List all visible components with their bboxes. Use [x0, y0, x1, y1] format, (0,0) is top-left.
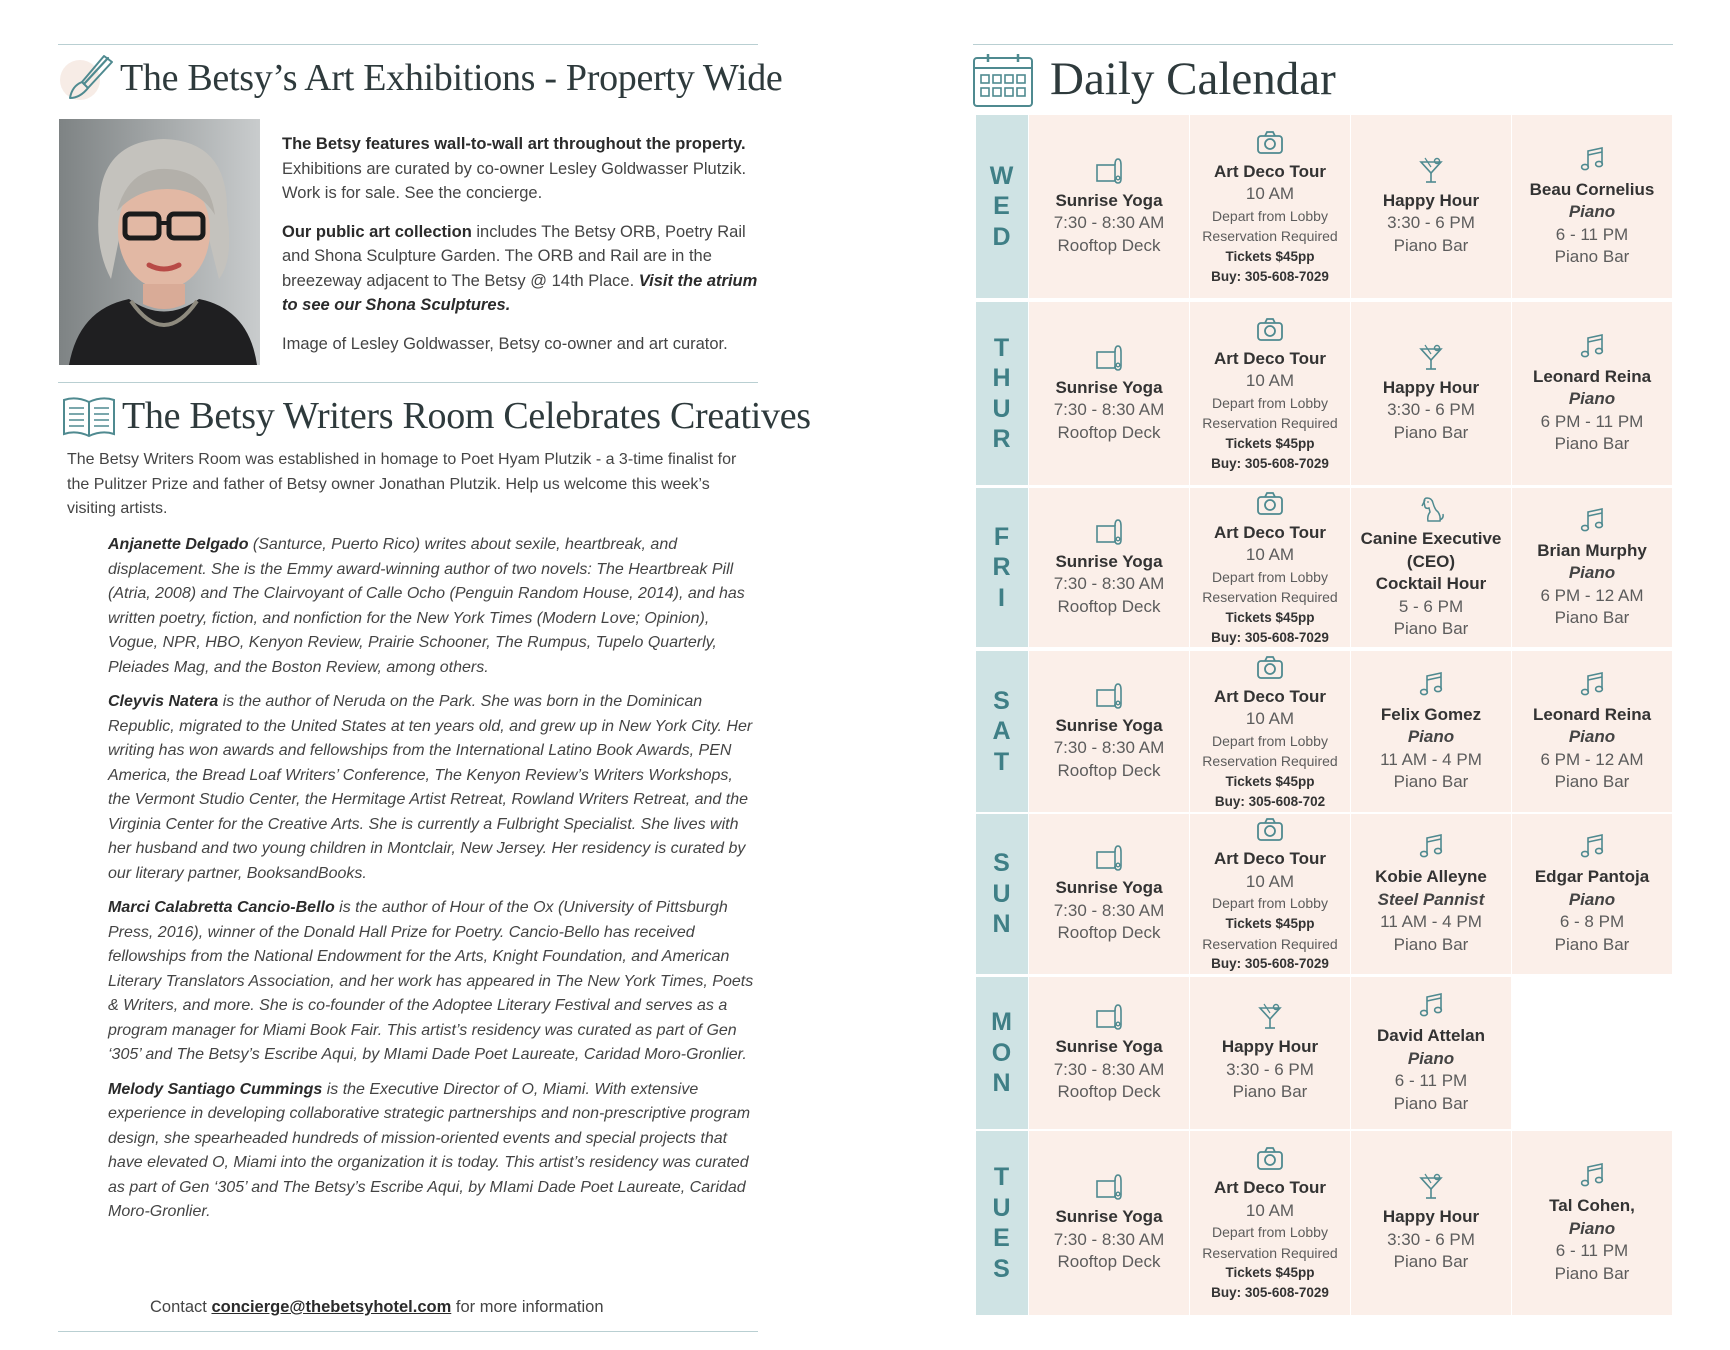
event-detail: Reservation Required — [1202, 589, 1338, 605]
event-detail: Rooftop Deck — [1057, 760, 1161, 780]
event-detail: Depart from Lobby — [1212, 1224, 1328, 1240]
event-detail: Tickets $45pp — [1225, 248, 1315, 264]
event-detail: Depart from Lobby — [1212, 732, 1328, 749]
day-label-sun — [976, 814, 1028, 974]
yoga-mat-icon — [1094, 1172, 1124, 1202]
day-label-wed — [976, 115, 1028, 298]
event-cell — [1029, 1131, 1189, 1315]
yoga-mat-icon — [1094, 156, 1124, 186]
event-detail: Rooftop Deck — [1057, 1082, 1161, 1102]
event-detail: Piano Bar — [1554, 608, 1630, 627]
event-detail: Rooftop Deck — [1057, 596, 1161, 616]
event-cell — [1029, 302, 1189, 485]
day-label-thur — [976, 302, 1028, 485]
event-detail: Piano Bar — [1554, 772, 1630, 791]
event-detail: Buy: 305-608-7029 — [1211, 629, 1329, 645]
event-detail: Reservation Required — [1202, 935, 1338, 952]
event-cell — [1190, 115, 1350, 298]
day-letter: M — [991, 1008, 1013, 1037]
event-detail: Depart from Lobby — [1212, 394, 1328, 411]
day-letter: T — [993, 747, 1011, 776]
event-cell — [1351, 1131, 1511, 1315]
open-book-icon — [60, 392, 118, 440]
music-icon — [1416, 832, 1446, 862]
exhibitions-para1-rest: Exhibitions are curated by co-owner Lesley Goldwasser Plutzik. Work is for sale. See the concierge. — [282, 159, 747, 202]
event-title: Art Deco Tour — [1213, 161, 1327, 181]
cocktail-icon — [1416, 156, 1446, 186]
event-detail: 10 AM — [1245, 184, 1295, 203]
event-detail: Piano Bar — [1393, 422, 1469, 442]
event-detail: Reservation Required — [1202, 1244, 1338, 1261]
event-cell — [1351, 977, 1511, 1129]
day-row-sun — [976, 814, 1673, 974]
event-detail: 7:30 - 8:30 AM — [1053, 400, 1165, 420]
day-letter: T — [993, 1163, 1011, 1191]
event-subtitle: Piano — [1568, 1218, 1616, 1238]
event-detail: Tickets $45pp — [1225, 435, 1315, 451]
day-letter: R — [992, 425, 1012, 453]
event-detail: 6 - 11 PM — [1555, 1241, 1629, 1260]
event-detail: Piano Bar — [1393, 1252, 1469, 1272]
writer-bio-text: is the Executive Director of O, Miami. With extensive experience in developing collaborative strategic partnerships and non-prescriptive program design, she spearheaded hundreds of mission-oriented events and special projects that have elevated O, Miami into the organization it is today. This artist’s residency was curated as part of Gen ‘305’ and The Betsy’s Escribe Aqui, by MIami Dade Poet Laureate, Caridad Moro-Gronlier. — [108, 1080, 751, 1220]
event-title: Felix Gomez — [1380, 704, 1482, 724]
event-detail: Piano Bar — [1393, 619, 1469, 639]
day-row-fri — [976, 488, 1673, 647]
exhibitions-para1-bold: The Betsy features wall-to-wall art throughout the property. — [282, 135, 746, 153]
event-title: Leonard Reina — [1532, 366, 1652, 386]
day-letter: A — [992, 717, 1012, 746]
event-detail: Piano Bar — [1393, 1093, 1469, 1113]
day-letter: U — [992, 394, 1012, 423]
event-detail: Tickets $45pp — [1225, 915, 1315, 931]
portrait-caption: Image of Lesley Goldwasser, Betsy co-owner and art curator. — [282, 334, 728, 353]
event-detail: Buy: 305-608-7029 — [1211, 1285, 1329, 1300]
event-detail: Depart from Lobby — [1212, 895, 1328, 911]
event-title: Tal Cohen, — [1549, 1196, 1635, 1215]
contact-line — [150, 1298, 604, 1317]
event-cell — [1029, 488, 1189, 647]
cocktail-icon — [1416, 343, 1446, 373]
event-cell — [1190, 814, 1350, 974]
event-title: Art Deco Tour — [1213, 849, 1327, 868]
day-letter: O — [991, 1038, 1013, 1067]
event-title: Happy Hour — [1382, 1207, 1480, 1227]
writer-bio-text: is the author of Neruda on the Park. She was born in the Dominican Republic, migrated to the United States at ten years old, and grew up in New York City. Her writing has won awards and fellowships from the International Latino Book Awards, PEN America, the Bread Loaf Writers’ Conference, The Kenyon Review’s Writers Workshops, the Vermont Studio Center, the Hermitage Artist Retreat, Rowland Writers Retreat, and the Virginia Center for the Creative Arts. She is currently a Fulbright Specialist. She lives with her husband and two young children in Montclair, New Jersey. Her residency is curated by our literary partner, BooksandBooks. — [108, 693, 753, 882]
yoga-mat-icon — [1094, 1002, 1124, 1032]
day-letter: W — [989, 161, 1015, 190]
exhibitions-title: The Betsy’s Art Exhibitions - Property Wide — [120, 57, 783, 99]
event-detail: Tickets $45pp — [1225, 1265, 1315, 1280]
event-detail: Tickets $45pp — [1225, 773, 1315, 789]
event-detail: Reservation Required — [1202, 753, 1338, 769]
event-subtitle: Piano — [1568, 727, 1616, 746]
music-icon — [1577, 332, 1607, 362]
writer-bios — [108, 533, 758, 1235]
event-cell — [1190, 651, 1350, 812]
day-letter: S — [993, 849, 1011, 878]
event-cell — [1351, 814, 1511, 974]
event-detail: Reservation Required — [1202, 415, 1338, 431]
day-letter: H — [992, 364, 1012, 392]
dog-icon — [1416, 494, 1446, 524]
day-letter: N — [992, 1069, 1012, 1098]
day-row-tues — [976, 1131, 1673, 1315]
event-detail: 3:30 - 6 PM — [1387, 213, 1475, 233]
day-letter: E — [993, 1224, 1011, 1252]
exhibitions-paragraph-1 — [282, 132, 762, 206]
event-detail: 6 - 11 PM — [1394, 1071, 1468, 1090]
writer-name: Anjanette Delgado — [108, 536, 249, 553]
event-detail: Piano Bar — [1393, 235, 1469, 255]
event-cell — [1512, 814, 1672, 974]
music-icon — [1577, 832, 1607, 862]
music-icon — [1577, 506, 1607, 536]
day-letter: U — [992, 1193, 1012, 1222]
contact-prefix: Contact — [150, 1298, 212, 1316]
yoga-mat-icon — [1094, 843, 1124, 873]
event-cell — [1512, 651, 1672, 812]
event-cell — [1190, 1131, 1350, 1315]
event-subtitle: Piano — [1407, 1048, 1455, 1068]
writer-bio — [108, 690, 758, 886]
event-detail: 3:30 - 6 PM — [1387, 400, 1475, 420]
event-detail: Rooftop Deck — [1057, 923, 1161, 943]
day-letter: R — [992, 553, 1012, 582]
day-letter: F — [993, 522, 1011, 551]
day-letter: U — [992, 879, 1012, 908]
day-label-fri — [976, 488, 1028, 647]
event-detail: Piano Bar — [1393, 934, 1469, 954]
event-cell — [1351, 488, 1511, 647]
cocktail-icon — [1255, 1002, 1285, 1032]
event-detail: 10 AM — [1245, 871, 1295, 891]
event-detail: 10 AM — [1245, 371, 1295, 390]
event-detail: Depart from Lobby — [1212, 207, 1328, 224]
camera-icon — [1255, 652, 1285, 682]
day-letter: S — [993, 1254, 1011, 1283]
calendar-title: Daily Calendar — [1050, 53, 1336, 105]
event-title: Sunrise Yoga — [1055, 878, 1163, 898]
event-subtitle: Piano — [1568, 202, 1616, 221]
exhibitions-para2-emph: Visit the atrium to see our Shona Sculptures. — [282, 271, 758, 314]
writer-name: Melody Santiago Cummings — [108, 1080, 323, 1098]
day-letter: T — [993, 333, 1011, 362]
paintbrush-icon — [58, 52, 116, 104]
writer-bio — [108, 896, 758, 1068]
day-letter: I — [998, 583, 1006, 612]
event-detail: Piano Bar — [1554, 247, 1630, 266]
bottom-rule-left — [58, 1331, 758, 1332]
day-label-sat — [976, 651, 1028, 812]
event-detail: 11 AM - 4 PM — [1380, 912, 1482, 931]
event-detail: Buy: 305-608-7029 — [1211, 455, 1329, 471]
event-title: Sunrise Yoga — [1055, 1207, 1163, 1227]
writer-name: Cleyvis Natera — [108, 693, 219, 710]
calendar-icon — [972, 52, 1034, 108]
event-detail: 7:30 - 8:30 AM — [1053, 1059, 1165, 1079]
event-detail: Reservation Required — [1202, 228, 1338, 244]
event-detail: 10 AM — [1245, 709, 1295, 728]
event-title: Edgar Pantoja — [1534, 867, 1650, 886]
writer-bio-text: (Santurce, Puerto Rico) writes about sexile, heartbreak, and displacement. She is the Emmy award-winning author of two novels: The Heartbreak Pill (Atria, 2008) and The Clairvoyant of Calle Ocho (Penguin Random House, 2014), and has written poetry, fiction, and nonfiction for the New York Times (Modern Love; Opinion), Vogue, NPR, HBO, Kenyon Review, Prairie Schooner, The Rumpus, Tupelo Quarterly, Pleiades Mag, and the Boston Review, among others. — [108, 536, 745, 676]
day-label-tues — [976, 1131, 1028, 1315]
event-cell — [1351, 302, 1511, 485]
event-cell — [1029, 977, 1189, 1129]
event-cell — [1512, 302, 1672, 485]
event-title: Sunrise Yoga — [1055, 551, 1163, 571]
top-rule-left — [58, 44, 758, 45]
event-detail: Buy: 305-608-7029 — [1211, 956, 1329, 971]
event-title: Art Deco Tour — [1213, 686, 1327, 706]
event-detail: 11 AM - 4 PM — [1380, 749, 1482, 769]
event-detail: 3:30 - 6 PM — [1226, 1059, 1314, 1079]
event-cell — [1029, 651, 1189, 812]
yoga-mat-icon — [1094, 681, 1124, 711]
event-title: Beau Cornelius — [1529, 179, 1655, 199]
top-rule-right — [973, 44, 1673, 45]
curator-portrait — [59, 119, 260, 365]
event-detail: Piano Bar — [1232, 1082, 1308, 1102]
contact-suffix: for more information — [451, 1298, 604, 1316]
event-cell — [1351, 651, 1511, 812]
event-detail: 6 PM - 12 AM — [1540, 749, 1644, 769]
camera-icon — [1255, 127, 1285, 157]
music-icon — [1577, 1161, 1607, 1191]
event-detail: (CEO) — [1406, 551, 1456, 571]
event-subtitle: Piano — [1568, 389, 1616, 408]
yoga-mat-icon — [1094, 343, 1124, 373]
event-subtitle: Piano — [1407, 727, 1455, 746]
event-title: Brian Murphy — [1537, 540, 1647, 560]
event-detail: 3:30 - 6 PM — [1387, 1229, 1475, 1249]
writers-header — [60, 392, 811, 440]
music-icon — [1577, 670, 1607, 700]
music-icon — [1416, 991, 1446, 1021]
exhibitions-header — [58, 52, 782, 104]
event-detail: Buy: 305-608-7029 — [1211, 268, 1329, 284]
event-detail: 6 - 8 PM — [1559, 912, 1625, 931]
empty-cell — [1512, 977, 1672, 1129]
event-detail: 10 AM — [1245, 1200, 1295, 1220]
event-detail: Tickets $45pp — [1225, 609, 1315, 625]
event-cell — [1512, 488, 1672, 647]
event-title: Sunrise Yoga — [1055, 715, 1163, 735]
writer-bio — [108, 1078, 758, 1225]
event-detail: 7:30 - 8:30 AM — [1053, 1229, 1165, 1249]
event-detail: 6 PM - 11 PM — [1540, 411, 1644, 431]
event-cell — [1512, 1131, 1672, 1315]
day-row-wed — [976, 115, 1673, 298]
event-detail: Cocktail Hour — [1375, 574, 1487, 594]
event-cell — [1029, 115, 1189, 298]
event-subtitle: Steel Pannist — [1377, 889, 1485, 909]
event-detail: Rooftop Deck — [1057, 422, 1161, 442]
event-title: Canine Executive — [1360, 529, 1502, 549]
writers-title: The Betsy Writers Room Celebrates Creatives — [122, 395, 811, 437]
exhibitions-text — [282, 132, 762, 370]
event-title: Happy Hour — [1382, 377, 1480, 397]
event-cell — [1512, 115, 1672, 298]
event-detail: 7:30 - 8:30 AM — [1053, 213, 1165, 233]
event-detail: Buy: 305-608-702 — [1214, 793, 1326, 809]
event-detail: Rooftop Deck — [1057, 1252, 1161, 1272]
event-detail: Rooftop Deck — [1057, 235, 1161, 255]
event-detail: 6 PM - 12 AM — [1540, 585, 1644, 605]
event-cell — [1190, 302, 1350, 485]
camera-icon — [1255, 314, 1285, 344]
day-label-mon — [976, 977, 1028, 1129]
event-cell — [1029, 814, 1189, 974]
event-title: Art Deco Tour — [1213, 348, 1327, 368]
camera-icon — [1255, 488, 1285, 518]
event-detail: Depart from Lobby — [1212, 568, 1328, 585]
exhibitions-para2-bold: Our public art collection — [282, 222, 472, 241]
music-icon — [1416, 670, 1446, 700]
day-letter: E — [993, 192, 1011, 221]
music-icon — [1577, 145, 1607, 175]
event-subtitle: Piano — [1568, 563, 1616, 582]
event-detail: 10 AM — [1245, 545, 1295, 564]
yoga-mat-icon — [1094, 517, 1124, 547]
day-letter: D — [992, 222, 1012, 251]
camera-icon — [1255, 1143, 1285, 1173]
event-detail: 7:30 - 8:30 AM — [1053, 900, 1165, 920]
event-title: Sunrise Yoga — [1055, 377, 1163, 397]
event-detail: 7:30 - 8:30 AM — [1053, 738, 1165, 758]
day-letter: S — [993, 686, 1011, 715]
writers-intro: The Betsy Writers Room was established in homage to Poet Hyam Plutzik - a 3-time finalist for the Pulitzer Prize and father of Betsy owner Jonathan Plutzik. Help us welcome this week’s visiting artists. — [67, 451, 737, 517]
event-title: Sunrise Yoga — [1055, 190, 1163, 210]
event-detail: Piano Bar — [1554, 934, 1630, 954]
day-letter: N — [992, 910, 1012, 939]
event-cell — [1190, 977, 1350, 1129]
event-title: David Attelan — [1376, 1026, 1485, 1045]
camera-icon — [1255, 814, 1285, 844]
event-detail: 7:30 - 8:30 AM — [1053, 574, 1165, 594]
cocktail-icon — [1416, 1172, 1446, 1202]
day-row-mon — [976, 977, 1673, 1129]
concierge-email-link[interactable]: concierge@thebetsyhotel.com — [211, 1298, 452, 1316]
event-title: Happy Hour — [1221, 1037, 1319, 1057]
event-cell — [1190, 488, 1350, 647]
day-row-thur — [976, 302, 1673, 485]
event-title: Art Deco Tour — [1213, 522, 1327, 542]
exhibitions-paragraph-2 — [282, 220, 762, 318]
event-cell — [1351, 115, 1511, 298]
day-row-sat — [976, 651, 1673, 812]
event-title: Happy Hour — [1382, 190, 1480, 210]
event-title: Kobie Alleyne — [1375, 867, 1487, 886]
event-detail: Piano Bar — [1393, 772, 1469, 791]
event-title: Leonard Reina — [1532, 704, 1652, 724]
event-subtitle: Piano — [1568, 889, 1616, 909]
event-detail: 5 - 6 PM — [1398, 596, 1464, 616]
writer-bio — [108, 533, 758, 680]
event-detail: Piano Bar — [1554, 1263, 1630, 1283]
writer-bio-text: is the author of Hour of the Ox (University of Pittsburgh Press, 2016), winner of the Donald Hall Prize for Poetry. Cancio-Bello has received fellowships from the National Endowment for the Arts, Knight Foundation, and American Literary Translators Association, and her work has appeared in The New York Times, Poets & Writers, and more. She is co-founder of the Adoptee Literary Festival and serves as a program manager for Miami Book Fair. This artist’s residency was curated as part of Gen ‘305’ and The Betsy’s Escribe Aqui, by MIami Dade Poet Laureate, Caridad Moro-Gronlier. — [108, 899, 754, 1063]
event-detail: 6 - 11 PM — [1555, 224, 1629, 244]
event-title: Sunrise Yoga — [1055, 1037, 1163, 1057]
mid-rule-left — [58, 382, 758, 383]
event-title: Art Deco Tour — [1213, 1178, 1327, 1197]
exhibitions-para2-rest: includes The Betsy ORB, Poetry Rail and Shona Sculpture Garden. The ORB and Rail are in the breezeway adjacent to The Betsy @ 14th Place. — [282, 222, 746, 290]
writer-name: Marci Calabretta Cancio-Bello — [108, 899, 335, 916]
event-detail: Piano Bar — [1554, 434, 1630, 453]
